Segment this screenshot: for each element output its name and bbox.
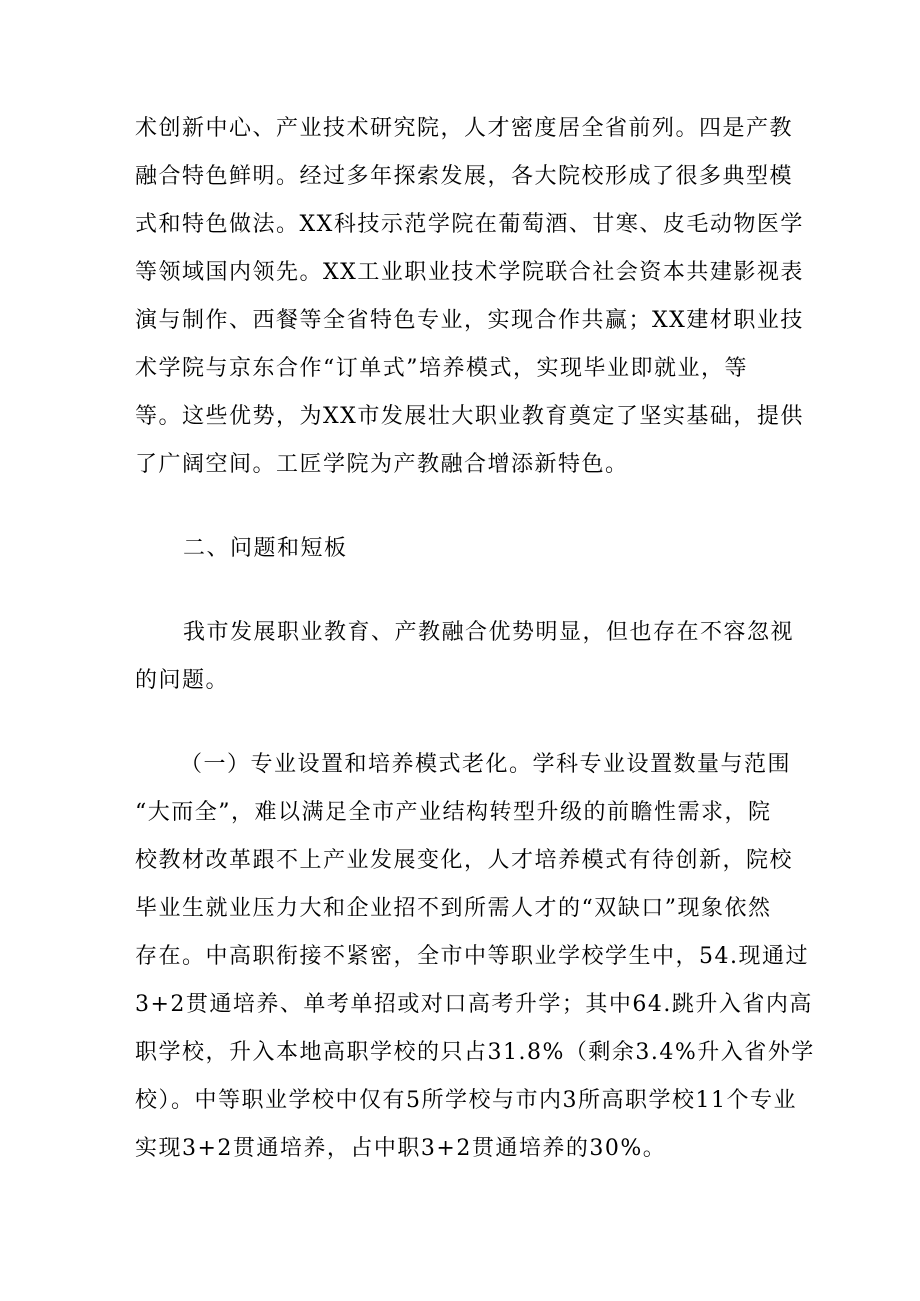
paragraph-1-line: 演与制作、西餐等全省特色专业，实现合作共赢；XX建材职业技	[135, 308, 804, 333]
section-heading: 二、问题和短板	[183, 536, 348, 561]
paragraph-3-line: 3+2贯通培养、单考单招或对口高考升学；其中64.跳升入省内高	[135, 992, 813, 1017]
paragraph-1-line: 术学院与京东合作“订单式”培养模式，实现毕业即就业，等	[135, 356, 748, 381]
paragraph-1-line: 等领域国内领先。XX工业职业技术学院联合社会资本共建影视表	[135, 260, 804, 285]
paragraph-3-line: （一）专业设置和培养模式老化。学科专业设置数量与范围	[180, 752, 792, 777]
paragraph-1-line: 融合特色鲜明。经过多年探索发展，各大院校形成了很多典型模	[135, 164, 794, 189]
paragraph-2-line: 我市发展职业教育、产教融合优势明显，但也存在不容忽视	[183, 620, 795, 645]
paragraph-3-line: 存在。中高职衔接不紧密，全市中等职业学校学生中，54.现通过	[135, 944, 809, 969]
paragraph-3-line: 校）。中等职业学校中仅有5所学校与市内3所高职学校11个专业	[135, 1088, 797, 1113]
paragraph-2-line: 的问题。	[135, 668, 230, 693]
paragraph-1-line: 了广阔空间。工匠学院为产教融合增添新特色。	[135, 452, 629, 477]
paragraph-1-line: 术创新中心、产业技术研究院，人才密度居全省前列。四是产教	[135, 116, 794, 141]
paragraph-3-line: 实现3+2贯通培养，占中职3+2贯通培养的30%。	[135, 1136, 667, 1161]
paragraph-1-line: 等。这些优势，为XX市发展壮大职业教育奠定了坚实基础，提供	[135, 404, 804, 429]
paragraph-3-line: “大而全”，难以满足全市产业结构转型升级的前瞻性需求，院	[135, 800, 772, 825]
paragraph-1-line: 式和特色做法。XX科技示范学院在葡萄酒、甘寒、皮毛动物医学	[135, 212, 804, 237]
paragraph-3-line: 校教材改革跟不上产业发展变化，人才培养模式有待创新，院校	[135, 848, 794, 873]
paragraph-3-line: 毕业生就业压力大和企业招不到所需人才的“双缺口”现象依然	[135, 896, 772, 921]
paragraph-3-line: 职学校，升入本地高职学校的只占31.8%（剩余3.4%升入省外学	[135, 1040, 815, 1065]
